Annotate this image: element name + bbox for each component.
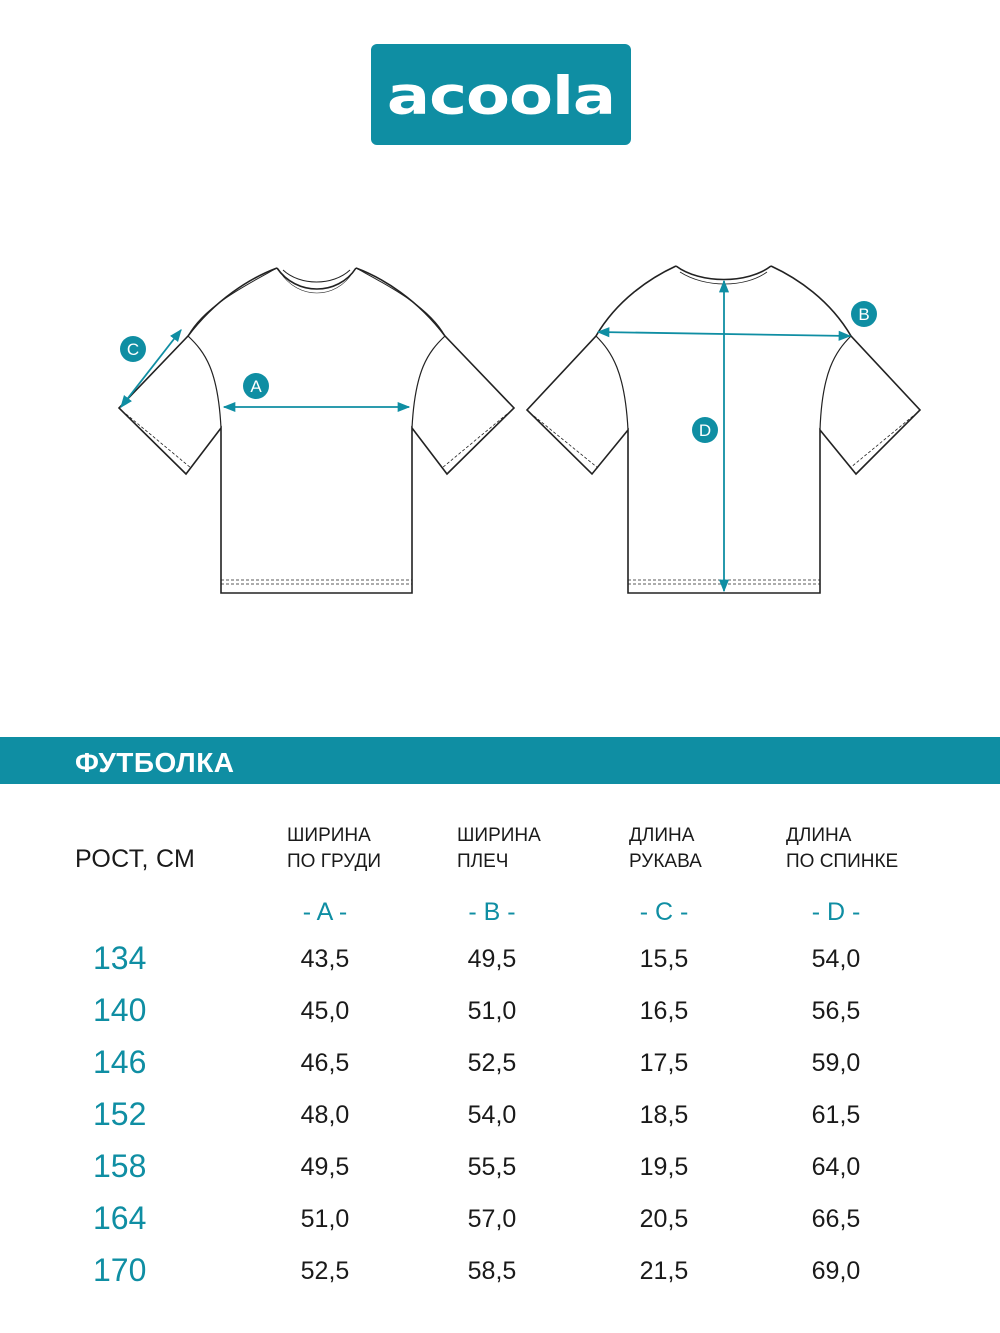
label-d: D	[698, 421, 712, 440]
table-cell: 51,0	[467, 997, 517, 1025]
product-title-bar	[0, 737, 1000, 784]
table-row	[0, 1096, 1000, 1148]
table-cell: 52,5	[300, 1257, 350, 1285]
column-code-a: - A -	[302, 898, 348, 926]
column-title-d: ДЛИНА ПО СПИНКЕ	[786, 825, 899, 872]
column-title-b: ШИРИНА ПЛЕЧ	[457, 825, 541, 872]
column-title-a: ШИРИНА ПО ГРУДИ	[287, 825, 381, 872]
table-cell: 48,0	[300, 1101, 350, 1129]
row-height: 158	[93, 1148, 147, 1184]
table-cell: 45,0	[300, 997, 350, 1025]
label-a: A	[250, 377, 262, 396]
label-c: C	[126, 340, 140, 359]
row-height: 146	[93, 1044, 147, 1080]
front-view	[119, 268, 514, 593]
table-cell: 51,0	[300, 1205, 350, 1233]
table-cell: 54,0	[467, 1101, 517, 1129]
table-cell: 43,5	[300, 945, 350, 973]
row-height: 140	[93, 992, 147, 1028]
table-cell: 16,5	[639, 997, 689, 1025]
table-cell: 66,5	[811, 1205, 861, 1233]
table-cell: 57,0	[467, 1205, 517, 1233]
table-cell: 20,5	[639, 1205, 689, 1233]
table-cell: 46,5	[300, 1049, 350, 1077]
table-cell: 55,5	[467, 1153, 517, 1181]
table-cell: 49,5	[467, 945, 517, 973]
table-cell: 56,5	[811, 997, 861, 1025]
table-cell: 49,5	[300, 1153, 350, 1181]
table-cell: 61,5	[811, 1101, 861, 1129]
row-height: 164	[93, 1200, 147, 1236]
product-title: ФУТБОЛКА	[75, 747, 235, 778]
table-row	[0, 940, 1000, 992]
column-code-b: - B -	[468, 898, 516, 926]
table-row	[0, 1148, 1000, 1200]
table-row	[0, 1200, 1000, 1252]
table-cell: 52,5	[467, 1049, 517, 1077]
brand-logo-text: acoola	[386, 66, 616, 127]
table-row	[0, 992, 1000, 1044]
row-height: 170	[93, 1252, 147, 1288]
brand-logo	[371, 44, 631, 145]
table-cell: 17,5	[639, 1049, 689, 1077]
table-cell: 19,5	[639, 1153, 689, 1181]
table-cell: 21,5	[639, 1257, 689, 1285]
table-cell: 64,0	[811, 1153, 861, 1181]
row-header: РОСТ, СМ	[75, 845, 196, 873]
column-code-d: - D -	[811, 898, 861, 926]
table-cell: 58,5	[467, 1257, 517, 1285]
table-cell: 54,0	[811, 945, 861, 973]
measure-labels	[120, 301, 877, 443]
table-row	[0, 1252, 1000, 1304]
table-cell: 59,0	[811, 1049, 861, 1077]
table-cell: 18,5	[639, 1101, 689, 1129]
table-row	[0, 1044, 1000, 1096]
table-cell: 15,5	[639, 945, 689, 973]
label-b: B	[858, 305, 870, 324]
row-height: 134	[93, 940, 147, 976]
column-title-c: ДЛИНА РУКАВА	[629, 825, 702, 872]
column-code-c: - C -	[639, 898, 689, 926]
garment-sketch	[0, 230, 1000, 630]
table-cell: 69,0	[811, 1257, 861, 1285]
row-height: 152	[93, 1096, 147, 1132]
